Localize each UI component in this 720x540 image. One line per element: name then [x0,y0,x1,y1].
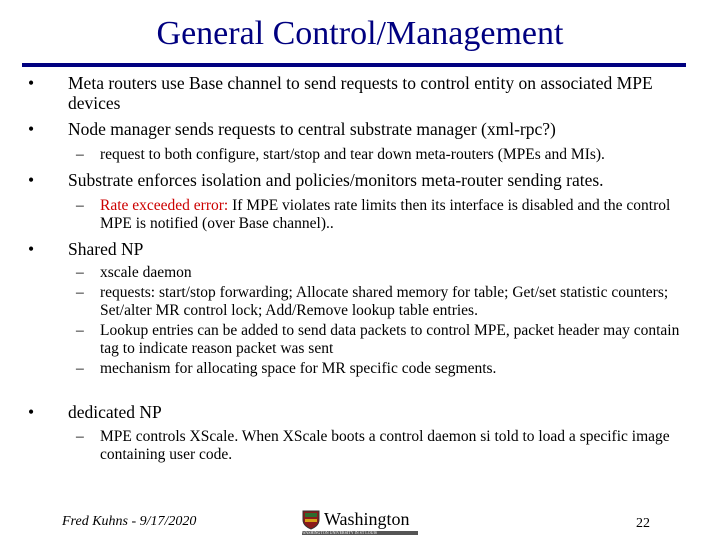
sub-bullet-item [0,360,685,378]
bullet-item [0,402,688,422]
sub-bullet-text: mechanism for allocating space for MR specific code segments. [100,360,497,377]
title-rule [22,63,686,67]
logo-subtext: WASHINGTON UNIVERSITY IN ST LOUIS [302,531,418,535]
bullet-text: Substrate enforces isolation and policies/monitors meta-router sending rates. [68,170,604,190]
shield-icon [302,510,320,530]
sub-bullet-text: MPE controls XScale. When XScale boots a control daemon si told to load a specific image containing user code. [100,428,670,463]
slide-title: General Control/Management [156,15,564,52]
sub-bullet-marker: – [76,322,84,339]
sub-bullet-marker: – [76,197,84,214]
sub-bullet-text: Lookup entries can be added to send data packets to control MPE, packet header may contain tag to indicate reason packet was sent [100,322,680,357]
bullet-marker: • [28,170,35,190]
sub-bullet-item [0,428,685,464]
sub-bullet-item [0,322,685,358]
bullet-text: Node manager sends requests to central substrate manager (xml-rpc?) [68,119,556,139]
sub-bullet-marker: – [76,284,84,301]
bullet-item [0,119,688,139]
bullet-text: Shared NP [68,239,144,259]
page-number: 22 [636,516,650,531]
bullet-item [0,239,688,259]
sub-bullet-text: requests: start/stop forwarding; Allocate shared memory for table; Get/set statistic counters; Set/alter MR control lock; Add/Remove lookup table entries. [100,284,669,319]
slide-content [0,73,720,464]
logo-text: Washington [324,509,410,529]
bullet-marker: • [28,73,35,93]
sub-bullet-item [0,197,685,233]
bullet-text: dedicated NP [68,402,162,422]
bullet-marker: • [28,402,35,422]
sub-bullet-item [0,146,685,164]
bullet-item [0,73,688,113]
bullet-text: Meta routers use Base channel to send requests to control entity on associated MPE devices [68,73,653,113]
sub-bullet-text: If MPE violates rate limits then its interface is disabled and the control MPE is notified (over Base channel).. [100,197,671,232]
sub-bullet-marker: – [76,146,84,163]
rate-error-label: Rate exceeded error: [100,197,233,214]
sub-bullet-text: request to both configure, start/stop and tear down meta-routers (MPEs and MIs). [100,146,605,163]
sub-bullet-marker: – [76,264,84,281]
sub-bullet-text: xscale daemon [100,264,192,281]
footer-author-date: Fred Kuhns - 9/17/2020 [62,514,197,529]
sub-bullet-item [0,284,685,320]
sub-bullet-item [0,264,685,282]
sub-bullet-marker: – [76,428,84,445]
bullet-item [0,170,688,190]
bullet-marker: • [28,119,35,139]
university-logo [302,509,418,537]
bullet-marker: • [28,239,35,259]
sub-bullet-marker: – [76,360,84,377]
